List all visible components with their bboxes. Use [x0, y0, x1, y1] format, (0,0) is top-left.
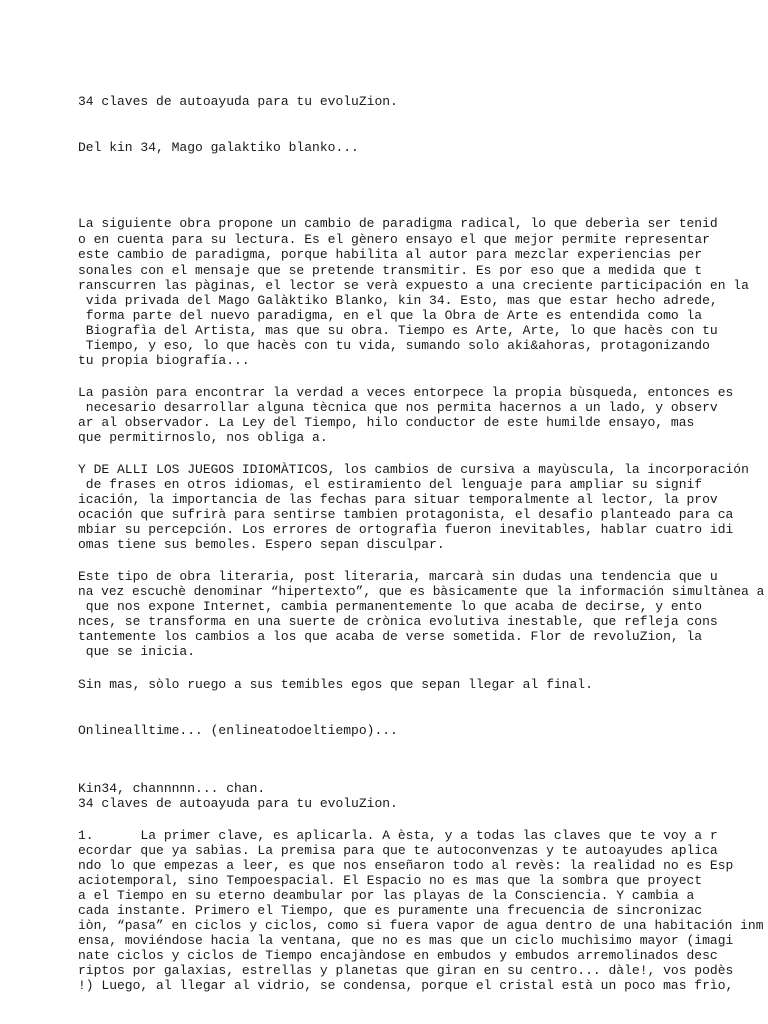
text-line: cada instante. Primero el Tiempo, que es puramente una frecuencia de sincronizac — [78, 903, 703, 918]
text-line: mbiar su percepción. Los errores de ortografìa fueron inevitables, hablar cuatro idi — [78, 522, 734, 537]
text-line: tantemente los cambios a los que acaba de verse sometida. Flor de revoluZion, la — [78, 629, 703, 644]
document-title: 34 claves de autoayuda para tu evoluZion. — [78, 94, 398, 109]
text-line: este cambio de paradigma, porque habilita al autor para mezclar experiencias per — [78, 247, 703, 262]
text-line: vida privada del Mago Galàktiko Blanko, kin 34. Esto, mas que estar hecho adrede, — [78, 293, 718, 308]
text-line: que permitirnoslo, nos obliga a. — [78, 430, 328, 445]
text-line: Este tipo de obra literaria, post literaria, marcarà sin dudas una tendencia que u — [78, 569, 718, 584]
text-line: La siguiente obra propone un cambio de paradigma radical, lo que deberìa ser tenid — [78, 216, 718, 231]
text-line: Sin mas, sòlo ruego a sus temibles egos que sepan llegar al final. — [78, 677, 593, 692]
text-line: ocación que sufrirà para sentirse tambien protagonista, el desafio planteado para ca — [78, 507, 734, 522]
text-line: riptos por galaxias, estrellas y planetas que giran en su centro... dàle!, vos podès — [78, 963, 734, 978]
text-line: o en cuenta para su lectura. Es el gènero ensayo el que mejor permite representar — [78, 232, 710, 247]
section-title: 34 claves de autoayuda para tu evoluZion. — [78, 796, 398, 811]
text-line: forma parte del nuevo paradigma, en el que la Obra de Arte es entendida como la — [78, 308, 703, 323]
text-line: ecordar que ya sabìas. La premisa para que te autoconvenzas y te autoayudes aplica — [78, 843, 718, 858]
text-line: iòn, “pasa” en ciclos y ciclos, como si fuera vapor de agua dentro de una habitación inm — [78, 918, 764, 933]
text-line: ensa, moviéndose hacia la ventana, que no es mas que un ciclo muchìsimo mayor (imagi — [78, 933, 734, 948]
text-line: !) Luego, al llegar al vidrio, se condensa, porque el cristal està un poco mas frìo, — [78, 978, 734, 993]
text-line: icación, la importancia de las fechas para situar temporalmente al lector, la prov — [78, 492, 718, 507]
text-line: Y DE ALLI LOS JUEGOS IDIOMÀTICOS, los cambios de cursiva a mayùscula, la incorporación — [78, 462, 749, 477]
text-line: necesario desarrollar alguna tècnica que nos permita hacernos a un lado, y observ — [78, 400, 718, 415]
dedication-line: Del kin 34, Mago galaktiko blanko... — [78, 140, 359, 155]
text-line: 1. La primer clave, es aplicarla. A èsta, y a todas las claves que te voy a r — [78, 828, 718, 843]
text-line: ar al observador. La Ley del Tiempo, hilo conductor de este humilde ensayo, mas — [78, 415, 695, 430]
text-line: Biografìa del Artista, mas que su obra. Tiempo es Arte, Arte, lo que hacès con tu — [78, 323, 718, 338]
text-line: nate ciclos y ciclos de Tiempo encajàndose en embudos y embudos arremolinados desc — [78, 948, 718, 963]
text-line: que se inicia. — [78, 644, 196, 659]
text-line: a el Tiempo en su eterno deambular por las playas de la Consciencia. Y cambia a — [78, 888, 695, 903]
online-line: Onlinealltime... (enlineatodoeltiempo)... — [78, 723, 398, 738]
text-line: na vez escuchè denominar “hipertexto”, que es bàsicamente que la información simultànea a — [78, 584, 765, 599]
signature-line: Kin34, channnnn... chan. — [78, 781, 266, 796]
text-line: sonales con el mensaje que se pretende transmitir. Es por eso que a medida que t — [78, 263, 703, 278]
text-line: ranscurren las pàginas, el lector se verà expuesto a una creciente participación en la — [78, 278, 749, 293]
text-line: Tiempo, y eso, lo que hacès con tu vida, sumando solo aki&ahoras, protagonizando — [78, 338, 710, 353]
text-line: que nos expone Internet, cambia permanentemente lo que acaba de decirse, y ento — [78, 599, 703, 614]
text-line: nces, se transforma en una suerte de crònica evolutiva inestable, que refleja cons — [78, 614, 718, 629]
text-line: La pasiòn para encontrar la verdad a veces entorpece la propia bùsqueda, entonces es — [78, 385, 734, 400]
text-line: aciotemporal, sino Tempoespacial. El Espacio no es mas que la sombra que proyect — [78, 873, 703, 888]
text-line: ndo lo que empezas a leer, es que nos enseñaron todo al revès: la realidad no es Esp — [78, 858, 734, 873]
text-line: tu propia biografía... — [78, 353, 250, 368]
text-line: de frases en otros idiomas, el estiramiento del lenguaje para ampliar su signif — [78, 477, 703, 492]
text-line: omas tiene sus bemoles. Espero sepan disculpar. — [78, 537, 445, 552]
